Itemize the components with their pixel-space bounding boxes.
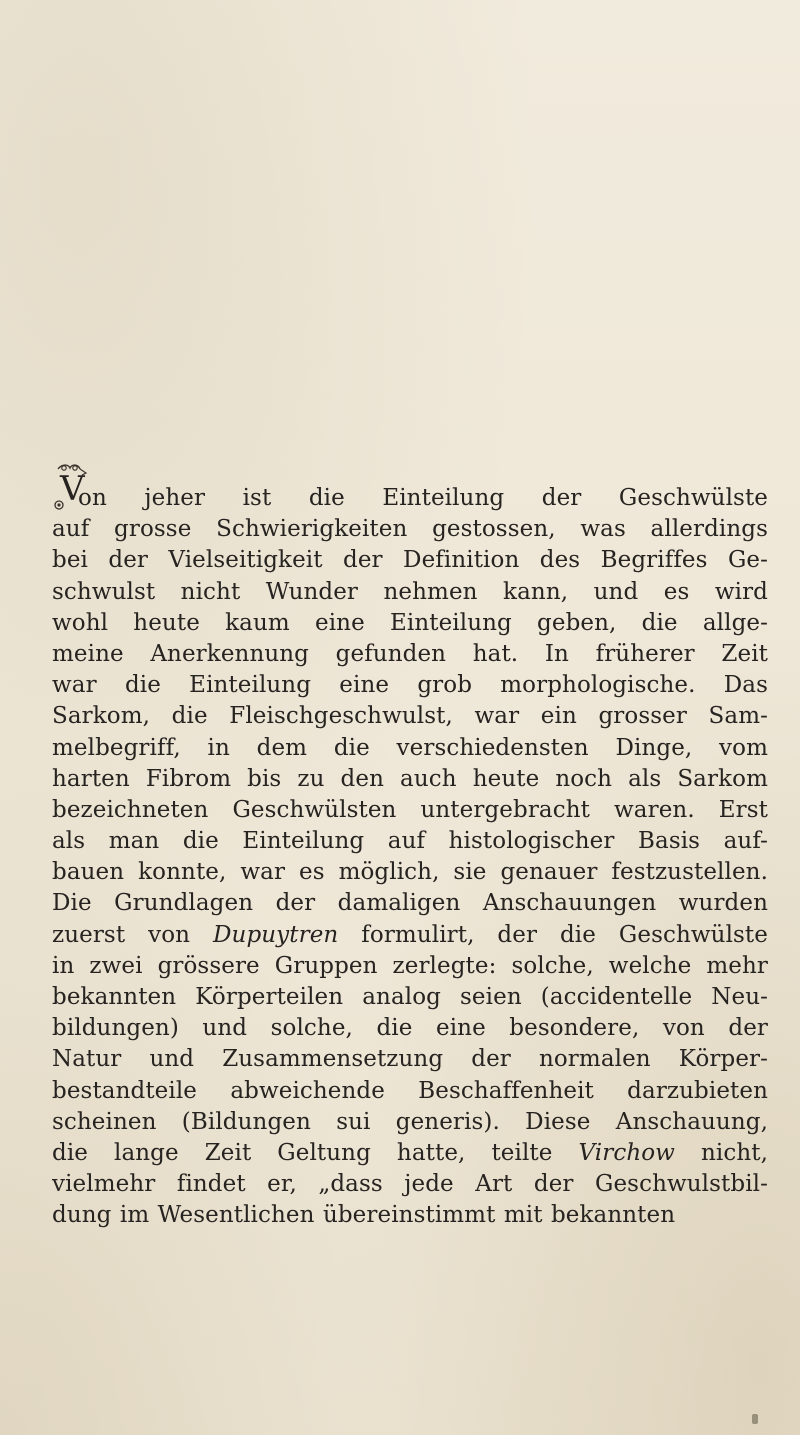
author-name: Virchow bbox=[578, 1139, 675, 1166]
text-line: bezeichneten Geschwülsten untergebracht waren. Erst bbox=[52, 796, 768, 823]
text-line: vielmehr findet er, „dass jede Art der Geschwulstbil- bbox=[52, 1171, 768, 1198]
text-line: bildungen) und solche, die eine besondere, von der bbox=[52, 1015, 768, 1042]
text-line: Natur und Zusammensetzung der normalen Körper- bbox=[52, 1046, 768, 1073]
text-line: bauen konnte, war es möglich, sie genauer festzustellen. bbox=[52, 859, 768, 886]
text-line: schwulst nicht Wunder nehmen kann, und es wird bbox=[52, 578, 768, 605]
text-line: war die Einteilung eine grob morphologische. Das bbox=[52, 672, 768, 699]
body-text bbox=[52, 483, 768, 1232]
text-line: bekannten Körperteilen analog seien (accidentelle Neu- bbox=[52, 984, 768, 1010]
text-line: dung im Wesentlichen übereinstimmt mit bekannten bbox=[52, 1202, 676, 1229]
text-line: als man die Einteilung auf histologischer Basis auf- bbox=[52, 828, 768, 855]
text-line: scheinen (Bildungen sui generis). Diese Anschauung, bbox=[52, 1108, 768, 1135]
text-line: Sarkom, die Fleischgeschwulst, war ein grosser Sam- bbox=[52, 703, 768, 730]
text-line: Die Grundlagen der damaligen Anschauungen wurden bbox=[52, 890, 768, 917]
author-name: Dupuytren bbox=[212, 921, 339, 948]
text-line: bestandteile abweichende Beschaffenheit darzubieten bbox=[52, 1077, 768, 1104]
text-line: zuerst von Dupuytren formulirt, der die Geschwülste bbox=[52, 921, 768, 948]
initial-letter: V bbox=[60, 469, 85, 509]
text-line: in zwei grössere Gruppen zerlegte: solche, welche mehr bbox=[52, 952, 768, 979]
text-line: die lange Zeit Geltung hatte, teilte Virchow nicht, bbox=[52, 1139, 768, 1166]
text-line: on jeher ist die Einteilung der Geschwülste bbox=[78, 485, 768, 511]
stain-mark bbox=[752, 1414, 758, 1424]
text-line: melbegriff, in dem die verschiedensten Dinge, vom bbox=[52, 734, 768, 761]
text-line: harten Fibrom bis zu den auch heute noch als Sarkom bbox=[52, 765, 768, 792]
text-line: wohl heute kaum eine Einteilung geben, die allge- bbox=[52, 609, 768, 636]
text-line: auf grosse Schwierigkeiten gestossen, was allerdings bbox=[52, 516, 768, 543]
text-line: bei der Vielseitigkeit der Definition des Begriffes Ge- bbox=[52, 547, 768, 574]
text-line: meine Anerkennung gefunden hat. In früherer Zeit bbox=[52, 640, 768, 667]
